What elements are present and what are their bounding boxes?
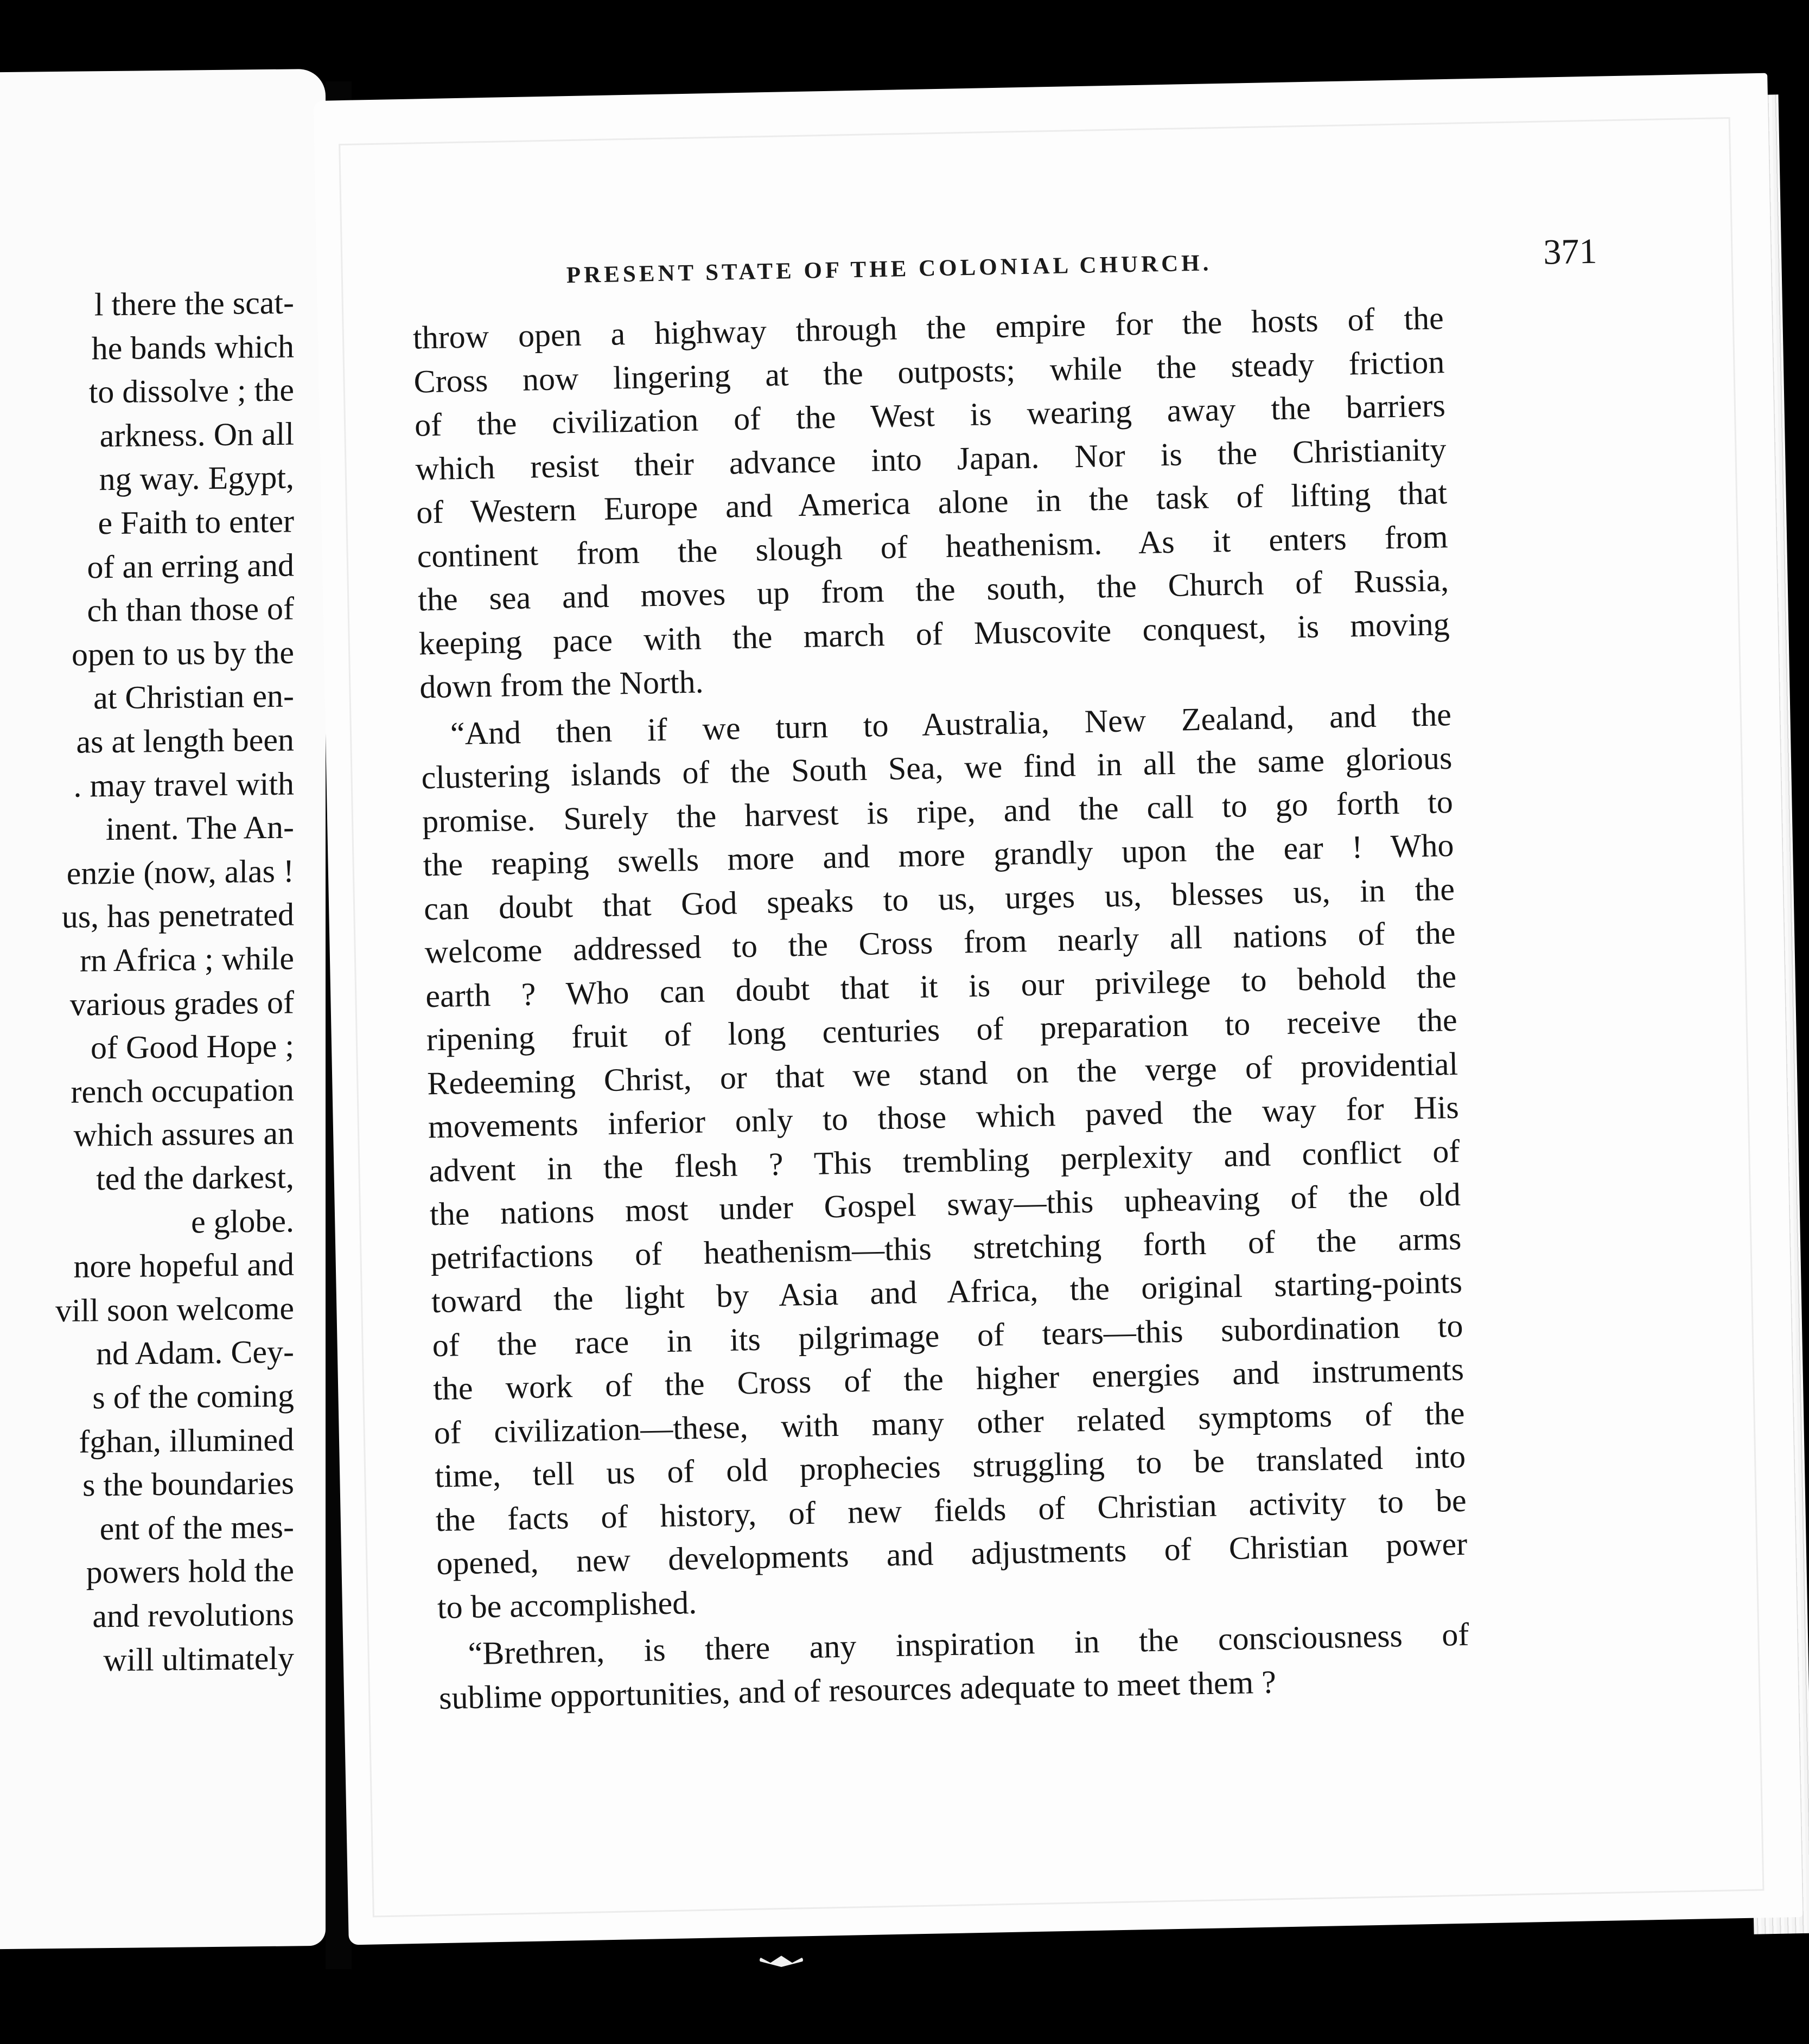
scan-artifact — [760, 1953, 803, 1967]
text-line: the work of the Cross of the higher energies and instruments — [432, 1351, 1464, 1407]
page-number: 371 — [1543, 231, 1598, 272]
text-line: clustering islands of the South Sea, we find in all the same glorious — [421, 739, 1453, 796]
text-line: welcome addressed to the Cross from nearly all nations of the — [424, 914, 1456, 970]
text-line: down from the North. — [419, 663, 704, 705]
left-page-line: arkness. On all — [99, 416, 294, 454]
left-page-line: l there the scat- — [94, 284, 294, 323]
text-line: the sea and moves up from the south, the Church of Russia, — [417, 562, 1449, 618]
text-line: promise. Surely the harvest is ripe, and the call to go forth to — [422, 783, 1454, 839]
left-page-line: to dissolve ; the — [88, 372, 294, 410]
right-main-page — [314, 73, 1803, 1945]
text-line: of Western Europe and America alone in the task of lifting that — [416, 475, 1448, 531]
text-line: “Brethren, is there any inspiration in the consciousness of — [467, 1616, 1469, 1672]
left-page-line: s the boundaries — [82, 1465, 294, 1503]
text-line: petrifactions of heathenism—this stretching forth of the arms — [430, 1220, 1462, 1276]
text-line: continent from the slough of heathenism. As it enters from — [417, 518, 1449, 574]
text-line: can doubt that God speaks to us, urges us, blesses us, in the — [423, 871, 1455, 927]
left-page-line: at Christian en- — [93, 678, 294, 716]
paragraph — [420, 692, 1468, 1629]
text-line: movements inferior only to those which paved the way for His — [428, 1089, 1460, 1145]
left-page-line: nore hopeful and — [73, 1246, 294, 1285]
left-page-line: ted the darkest, — [96, 1159, 294, 1197]
left-page-line: ng way. Egypt, — [99, 459, 294, 497]
text-line: which resist their advance into Japan. Nor is the Christianity — [415, 431, 1447, 487]
left-page-line: powers hold the — [86, 1552, 294, 1591]
text-line: of the race in its pilgrimage of tears—this subordination to — [432, 1307, 1463, 1363]
left-page-line: ent of the mes- — [99, 1509, 294, 1547]
text-line: to be accomplished. — [437, 1584, 697, 1625]
text-line: keeping pace with the march of Muscovite conquest, is moving — [418, 605, 1450, 661]
text-line: Cross now lingering at the outposts; while the steady friction — [413, 343, 1445, 400]
text-line: of the civilization of the West is wearing away the barriers — [414, 387, 1446, 443]
text-line: sublime opportunities, and of resources adequate to meet them ? — [438, 1664, 1277, 1716]
left-page-line: will ultimately — [103, 1640, 294, 1678]
text-line: of civilization—these, with many other related symptoms of the — [434, 1395, 1466, 1451]
left-page-line: inent. The An- — [105, 809, 294, 847]
text-line: the facts of history, of new fields of Christian activity to be — [435, 1482, 1467, 1538]
left-page-line: s of the coming — [92, 1377, 294, 1416]
body-text — [412, 296, 1470, 1720]
text-line: “And then if we turn to Australia, New Zealand, and the — [450, 696, 1452, 751]
text-line: throw open a highway through the empire for the hosts of the — [412, 300, 1444, 356]
left-page-line: of an erring and — [87, 547, 294, 585]
text-line: Redeeming Christ, or that we stand on the verge of providential — [426, 1045, 1458, 1101]
left-page-line: of Good Hope ; — [91, 1027, 294, 1066]
left-page-line: rn Africa ; while — [80, 940, 294, 979]
left-page-line: he bands which — [91, 328, 294, 366]
left-page-line: vill soon welcome — [55, 1290, 294, 1328]
left-page-line: various grades of — [69, 984, 294, 1023]
left-page-line: enzie (now, alas ! — [66, 853, 294, 891]
text-line: the reaping swells more and more grandly upon the ear ! Who — [423, 827, 1454, 883]
left-page-line: open to us by the — [72, 634, 294, 673]
left-page-text — [0, 69, 326, 1678]
text-line: earth ? Who can doubt that it is our privilege to behold the — [425, 958, 1457, 1014]
left-page-line: nd Adam. Cey- — [96, 1333, 294, 1372]
left-page-line: e globe. — [191, 1203, 294, 1240]
left-facing-page — [0, 69, 326, 1949]
text-line: time, tell us of old prophecies struggling to be translated into — [434, 1438, 1466, 1494]
paragraph — [412, 296, 1451, 709]
text-line: advent in the flesh ? This trembling perplexity and conflict of — [428, 1133, 1460, 1189]
left-page-line: and revolutions — [92, 1596, 294, 1634]
text-line: opened, new developments and adjustments of Christian power — [436, 1525, 1468, 1582]
left-page-line: ch than those of — [87, 590, 294, 629]
text-line: ripening fruit of long centuries of preparation to receive the — [426, 1001, 1458, 1058]
left-page-line: fghan, illumined — [79, 1421, 294, 1460]
left-page-line: e Faith to enter — [98, 503, 294, 541]
left-page-line: as at length been — [76, 721, 294, 760]
left-page-line: rench occupation — [71, 1071, 294, 1110]
left-page-line: us, has penetrated — [61, 896, 294, 935]
left-page-line: which assures an — [73, 1115, 294, 1154]
text-line: toward the light by Asia and Africa, the original starting-points — [431, 1263, 1463, 1320]
left-page-line: . may travel with — [73, 765, 294, 804]
text-line: the nations most under Gospel sway—this upheaving of the old — [429, 1176, 1461, 1232]
running-head-title: PRESENT STATE OF THE COLONIAL CHURCH. — [566, 250, 1212, 289]
